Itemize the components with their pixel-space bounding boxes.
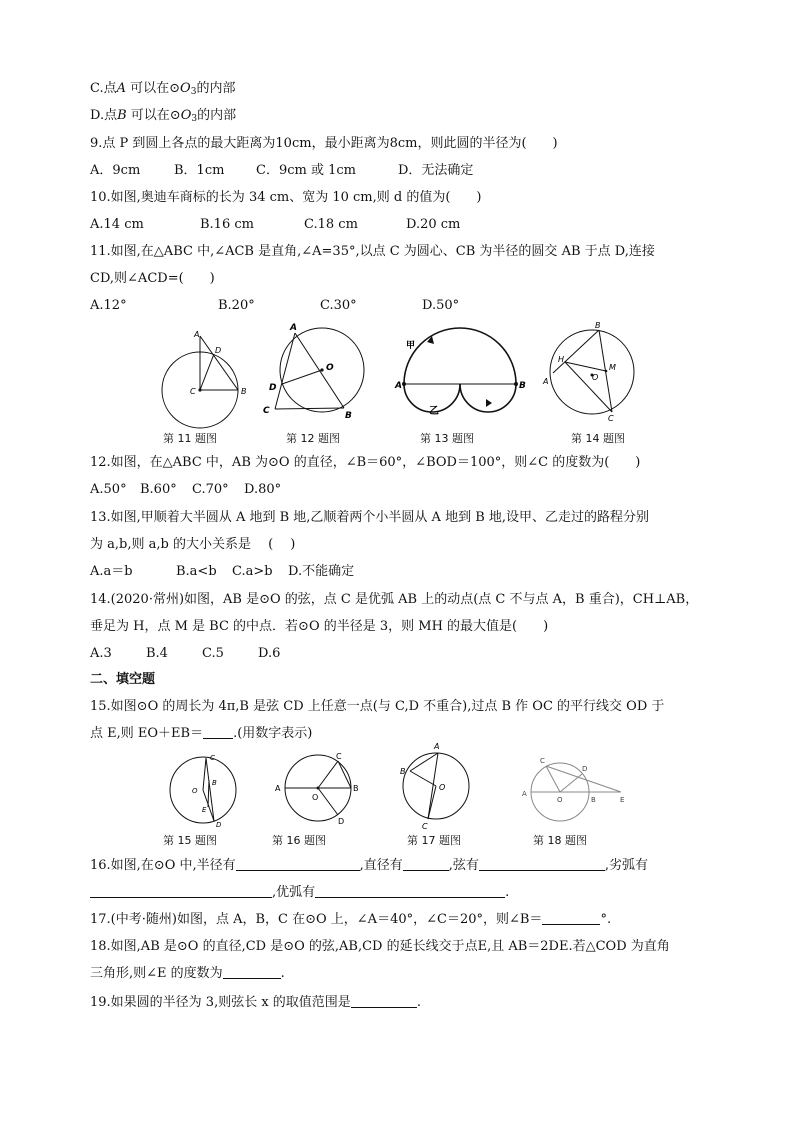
q13-option-c[interactable]: C.a>b bbox=[232, 564, 273, 579]
f15-label-d: D bbox=[216, 821, 222, 829]
caption-q18: 第 18 题图 bbox=[533, 834, 587, 847]
f13-label-jia: 甲 bbox=[406, 341, 416, 351]
q13-stem-line1: 13.如图,甲顺着大半圆从 A 地到 B 地,乙顺着两个小半圆从 A 地到 B 地,设甲、乙走过的路程分别 bbox=[90, 510, 650, 525]
f14-label-o: O bbox=[592, 373, 599, 382]
f11-label-a: A bbox=[194, 330, 200, 339]
q17-stem: 17.(中考·随州)如图，点 A，B，C 在⊙O 上，∠A＝40°，∠C＝20°，则∠B＝ °. bbox=[90, 912, 612, 927]
q19-answer-blank[interactable] bbox=[351, 995, 417, 1008]
f18-label-b: B bbox=[591, 796, 596, 804]
q11-stem-line1: 11.如图,在△ABC 中,∠ACB 是直角,∠A=35°,以点 C 为圆心、CB 为半径的圆交 AB 于点 D,连接 bbox=[90, 244, 655, 259]
f16-label-b: B bbox=[353, 784, 359, 793]
figure-q11 bbox=[158, 328, 248, 428]
q18-stem-line1: 18.如图,AB 是⊙O 的直径,CD 是⊙O 的弦,AB,CD 的延长线交于点E,且 AB＝2DE.若△COD 为直角 bbox=[90, 939, 670, 954]
q10-option-c[interactable]: C.18 cm bbox=[304, 217, 358, 232]
figure-q17 bbox=[396, 740, 476, 832]
q16-chord-blank[interactable] bbox=[479, 858, 605, 871]
caption-q12: 第 12 题图 bbox=[286, 432, 340, 445]
q10-option-b[interactable]: B.16 cm bbox=[200, 217, 254, 232]
q14-stem-line2: 垂足为 H，点 M 是 BC 的中点．若⊙O 的半径是 3，则 MH 的最大值是( ) bbox=[90, 619, 549, 634]
q12-option-d[interactable]: D.80° bbox=[244, 482, 282, 497]
q15-stem-line1: 15.如图⊙O 的周长为 4π,B 是弦 CD 上任意一点(与 C,D 不重合),过点 B 作 OC 的平行线交 OD 于 bbox=[90, 699, 665, 714]
f17-label-c: C bbox=[422, 822, 428, 831]
caption-q16: 第 16 题图 bbox=[272, 834, 326, 847]
f16-label-o: O bbox=[312, 793, 319, 802]
f17-label-o: O bbox=[439, 783, 446, 792]
q14-option-c[interactable]: C.5 bbox=[202, 646, 224, 661]
q11-option-d[interactable]: D.50° bbox=[422, 298, 460, 313]
q16-diameter-blank[interactable] bbox=[403, 858, 449, 871]
q16-radius-blank[interactable] bbox=[236, 858, 360, 871]
q12-options bbox=[90, 482, 281, 498]
f12-label-d: D bbox=[269, 383, 277, 393]
f13-label-yi: 乙 bbox=[429, 406, 439, 417]
q19-stem: 19.如果圆的半径为 3,则弦长 x 的取值范围是 . bbox=[90, 995, 421, 1010]
f15-label-o: O bbox=[192, 787, 198, 795]
q16-minor-arc-blank[interactable] bbox=[90, 885, 272, 898]
q16-stem-line2: ,优弧有 . bbox=[90, 885, 509, 901]
q13-stem-line2: 为 a,b,则 a,b 的大小关系是 ( ) bbox=[90, 537, 296, 552]
figure-q15 bbox=[166, 752, 246, 828]
f15-label-e: E bbox=[202, 806, 207, 814]
q10-option-a[interactable]: A.14 cm bbox=[90, 217, 144, 232]
q9-options bbox=[90, 163, 473, 179]
q8-option-d: D.点B 可以在$⊙O_3$的内部 bbox=[90, 108, 237, 124]
q18-answer-blank[interactable] bbox=[223, 966, 281, 979]
q14-stem-line1: 14.(2020·常州)如图，AB 是⊙O 的弦，点 C 是优弧 AB 上的动点(点 C 不与点 A，B 重合)，CH⊥AB， bbox=[90, 592, 699, 607]
f13-label-a: A bbox=[395, 381, 402, 391]
q15-answer-blank[interactable] bbox=[203, 726, 233, 739]
f16-label-d: D bbox=[338, 817, 345, 826]
q11-option-b[interactable]: B.20° bbox=[218, 298, 255, 313]
caption-q14: 第 14 题图 bbox=[571, 432, 625, 445]
caption-q17: 第 17 题图 bbox=[407, 834, 461, 847]
figure-q14 bbox=[536, 320, 636, 425]
q11-option-a[interactable]: A.12° bbox=[90, 298, 127, 313]
q9-option-c[interactable]: C．9cm 或 1cm bbox=[256, 163, 356, 178]
f11-label-d: D bbox=[215, 346, 222, 355]
f17-label-b: B bbox=[400, 767, 406, 776]
f11-label-b: B bbox=[241, 387, 247, 396]
f14-label-a: A bbox=[543, 377, 549, 386]
f14-label-m: M bbox=[609, 363, 616, 372]
caption-q15: 第 15 题图 bbox=[163, 834, 217, 847]
f18-label-d: D bbox=[582, 765, 588, 773]
f17-label-a: A bbox=[434, 742, 440, 751]
f12-label-o: O bbox=[326, 363, 334, 373]
q14-options bbox=[90, 646, 280, 662]
f13-label-b: B bbox=[519, 381, 526, 391]
q9-stem: 9.点 P 到圆上各点的最大距离为10cm，最小距离为8cm，则此圆的半径为( ) bbox=[90, 136, 558, 151]
f18-label-e: E bbox=[620, 796, 625, 804]
f12-label-a: A bbox=[290, 323, 297, 333]
q16-major-arc-blank[interactable] bbox=[315, 885, 505, 898]
f15-label-c: C bbox=[210, 754, 215, 762]
f11-label-c: C bbox=[190, 387, 196, 396]
f18-label-c: C bbox=[540, 757, 545, 765]
q13-option-b[interactable]: B.a<b bbox=[176, 564, 217, 579]
figure-q18 bbox=[516, 752, 636, 828]
f14-label-h: H bbox=[558, 355, 565, 364]
q17-answer-blank[interactable] bbox=[542, 912, 600, 925]
q11-options bbox=[90, 298, 459, 314]
caption-q11: 第 11 题图 bbox=[163, 432, 217, 445]
q8-option-c: C.点A 可以在$⊙O_3$的内部 bbox=[90, 81, 236, 97]
q9-option-b[interactable]: B．1cm bbox=[174, 163, 225, 178]
q14-option-b[interactable]: B.4 bbox=[146, 646, 168, 661]
f18-label-a: A bbox=[522, 790, 527, 798]
q11-stem-line2: CD,则∠ACD=( ) bbox=[90, 271, 215, 286]
q14-option-a[interactable]: A.3 bbox=[90, 646, 112, 661]
caption-q13: 第 13 题图 bbox=[420, 432, 474, 445]
q12-stem: 12.如图，在△ABC 中，AB 为⊙O 的直径，∠B＝60°，∠BOD＝100°，则∠C 的度数为( ) bbox=[90, 455, 641, 470]
figure-q12 bbox=[262, 320, 372, 425]
q9-option-d[interactable]: D．无法确定 bbox=[398, 163, 474, 178]
q11-option-c[interactable]: C.30° bbox=[320, 298, 357, 313]
f14-label-c: C bbox=[608, 414, 614, 423]
f18-label-o: O bbox=[557, 796, 563, 804]
figure-q16 bbox=[270, 750, 370, 830]
f12-label-b: B bbox=[345, 411, 352, 421]
q13-options bbox=[90, 564, 354, 580]
q12-option-c[interactable]: C.70° bbox=[192, 482, 229, 497]
q14-option-d[interactable]: D.6 bbox=[258, 646, 281, 661]
q15-stem-line2: 点 E,则 EO＋EB＝ .(用数字表示) bbox=[90, 726, 313, 741]
q12-option-b[interactable]: B.60° bbox=[140, 482, 177, 497]
f15-label-b: B bbox=[212, 779, 217, 787]
section-fill-in-heading: 二、填空题 bbox=[90, 672, 156, 687]
f12-label-c: C bbox=[263, 406, 270, 416]
q10-stem: 10.如图,奥迪车商标的长为 34 cm、宽为 10 cm,则 d 的值为( ) bbox=[90, 190, 482, 205]
q13-option-d[interactable]: D.不能确定 bbox=[288, 564, 355, 579]
q9-option-a[interactable]: A．9cm bbox=[90, 163, 141, 178]
q10-option-d[interactable]: D.20 cm bbox=[406, 217, 461, 232]
figure-q13 bbox=[392, 328, 532, 423]
q12-option-a[interactable]: A.50° bbox=[90, 482, 127, 497]
q16-stem-line1: 16.如图,在⊙O 中,半径有 ,直径有 ,弦有 ,劣弧有 bbox=[90, 858, 649, 873]
q10-options bbox=[90, 217, 460, 233]
q13-option-a[interactable]: A.a＝b bbox=[90, 564, 133, 579]
f16-label-c: C bbox=[336, 752, 342, 761]
q18-stem-line2: 三角形,则∠E 的度数为 . bbox=[90, 966, 285, 981]
f16-label-a: A bbox=[275, 784, 281, 793]
f14-label-b: B bbox=[595, 321, 601, 330]
